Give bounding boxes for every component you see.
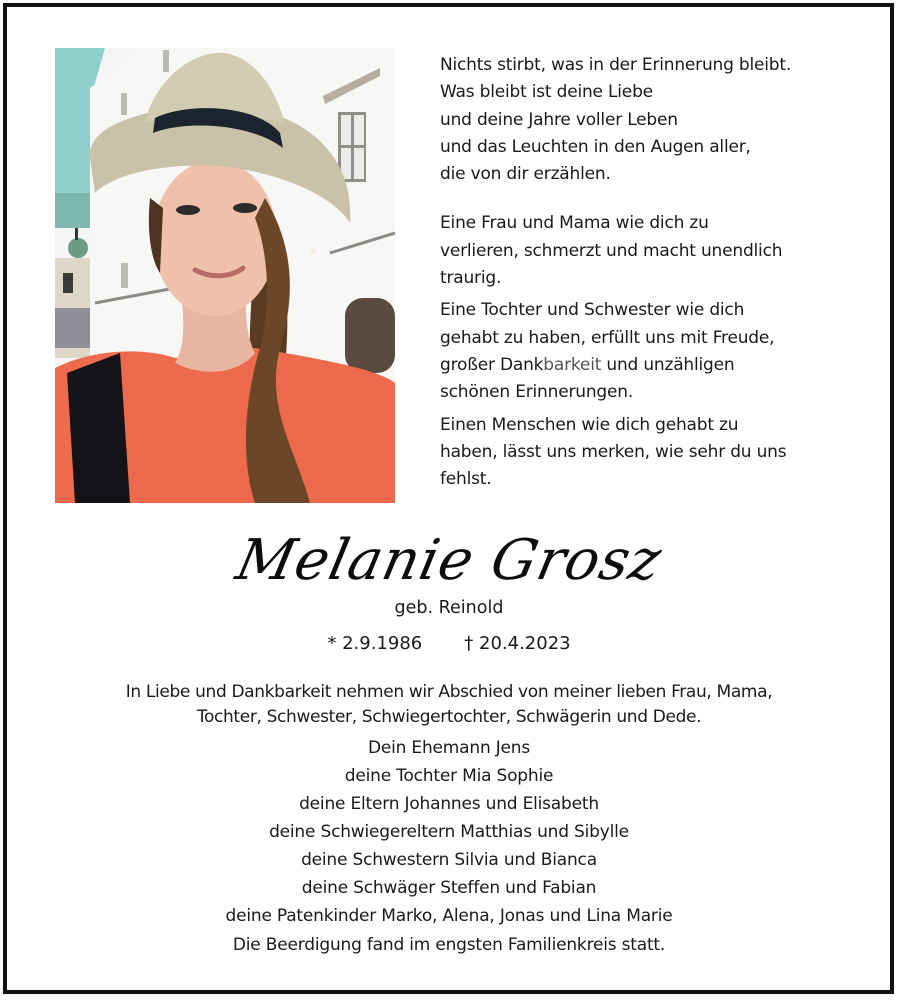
- birth-date: * 2.9.1986: [327, 633, 423, 654]
- funeral-note: Die Beerdigung fand im engsten Familienkreis statt.: [232, 935, 666, 955]
- verse-line: Nichts stirbt, was in der Erinnerung bleibt.: [440, 55, 792, 75]
- intro-line: In Liebe und Dankbarkeit nehmen wir Abschied von meiner lieben Frau, Mama,: [125, 682, 773, 702]
- verse-line: verlieren, schmerzt und macht unendlich: [440, 240, 783, 261]
- verse-line: die von dir erzählen.: [440, 164, 611, 185]
- verse-line: gehabt zu haben, erfüllt uns mit Freude,: [440, 327, 775, 348]
- verse-line: fehlst.: [440, 469, 492, 490]
- verse-fragment-light: barkeit: [543, 354, 602, 375]
- verse-line-mixed: [440, 352, 860, 379]
- verse-fragment: und unzähligen: [601, 354, 735, 375]
- portrait-photo: [55, 48, 395, 503]
- verse-fragment: großer Dank: [440, 354, 544, 375]
- memorial-verse: [440, 52, 860, 493]
- mourner-line: deine Schwäger Steffen und Fabian: [301, 878, 597, 898]
- verse-stanza-4: [440, 412, 860, 494]
- mourners-list: [0, 734, 898, 930]
- farewell-intro: [0, 680, 898, 730]
- verse-line: und deine Jahre voller Leben: [440, 109, 678, 130]
- birth-name: geb. Reinold: [394, 598, 504, 618]
- verse-line: schönen Erinnerungen.: [440, 382, 634, 403]
- verse-line: Einen Menschen wie dich gehabt zu: [440, 414, 739, 435]
- verse-line: traurig.: [440, 268, 502, 289]
- mourner-line: deine Tochter Mia Sophie: [344, 766, 554, 786]
- mourner-line: deine Eltern Johannes und Elisabeth: [299, 794, 599, 814]
- verse-line: und das Leuchten in den Augen aller,: [440, 136, 751, 157]
- portrait-illustration: [55, 48, 395, 503]
- verse-stanza-3: [440, 297, 860, 406]
- mourner-line: deine Schwiegereltern Matthias und Sibylle: [269, 822, 629, 842]
- intro-line: Tochter, Schwester, Schwiegertochter, Schwägerin und Dede.: [196, 707, 702, 727]
- verse-line: Was bleibt ist deine Liebe: [440, 82, 653, 103]
- death-date: † 20.4.2023: [464, 633, 571, 654]
- life-dates: [0, 633, 898, 654]
- verse-stanza-1: [440, 52, 860, 188]
- mourner-line: deine Patenkinder Marko, Alena, Jonas und Lina Marie: [225, 906, 673, 926]
- deceased-name: Melanie Grosz: [230, 528, 668, 593]
- mourner-line: Dein Ehemann Jens: [367, 738, 531, 758]
- verse-line: haben, lässt uns merken, wie sehr du uns: [440, 441, 787, 462]
- mourner-line: deine Schwestern Silvia und Bianca: [301, 850, 597, 870]
- verse-line: Eine Frau und Mama wie dich zu: [440, 213, 709, 234]
- verse-stanza-2: [440, 210, 860, 292]
- verse-line: Eine Tochter und Schwester wie dich: [440, 300, 745, 321]
